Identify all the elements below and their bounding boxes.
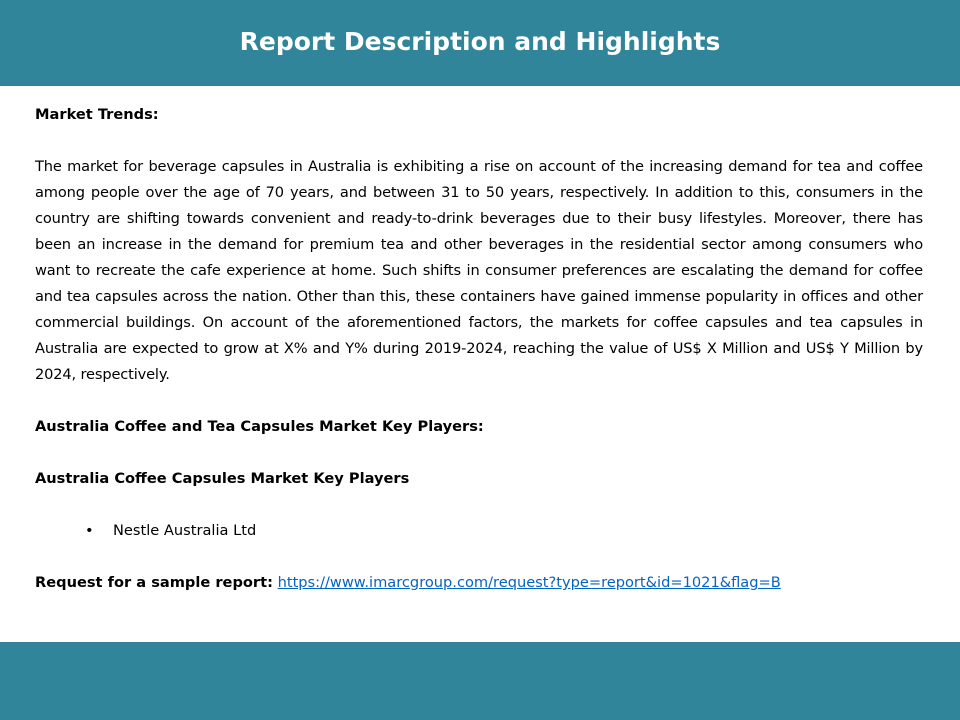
spacer	[35, 492, 923, 518]
spacer	[35, 128, 923, 154]
sample-report-link[interactable]: https://www.imarcgroup.com/request?type=report&id=1021&flag=B	[277, 574, 781, 591]
spacer	[35, 388, 923, 414]
coffee-players-heading: Australia Coffee Capsules Market Key Players	[35, 470, 410, 487]
sample-request-line	[35, 570, 923, 596]
footer-band	[0, 642, 960, 720]
sample-request-label: Request for a sample report:	[35, 574, 273, 591]
content-body	[35, 102, 923, 596]
list-item	[35, 518, 923, 544]
spacer	[35, 440, 923, 466]
bullet-icon: •	[85, 522, 94, 539]
spacer	[35, 544, 923, 570]
page-title: Report Description and Highlights	[239, 27, 721, 56]
coffee-players-list	[35, 518, 923, 544]
key-players-heading: Australia Coffee and Tea Capsules Market Key Players:	[35, 418, 484, 435]
header-band	[0, 0, 960, 86]
market-trends-heading: Market Trends:	[35, 106, 159, 123]
market-trends-paragraph: The market for beverage capsules in Australia is exhibiting a rise on account of the increasing demand for tea and coffee among people over the age of 70 years, and between 31 to 50 years, respectively. In addition to this, consumers in the country are shifting towards convenient and ready-to-drink beverages due to their busy lifestyles. Moreover, there has been an increase in the demand for premium tea and other beverages in the residential sector among consumers who want to recreate the cafe experience at home. Such shifts in consumer preferences are escalating the demand for coffee and tea capsules across the nation. Other than this, these containers have gained immense popularity in offices and other commercial buildings. On account of the aforementioned factors, the markets for coffee capsules and tea capsules in Australia are expected to grow at X% and Y% during 2019-2024, reaching the value of US$ X Million and US$ Y Million by 2024, respectively.	[35, 158, 923, 383]
list-item-label: Nestle Australia Ltd	[113, 522, 257, 539]
